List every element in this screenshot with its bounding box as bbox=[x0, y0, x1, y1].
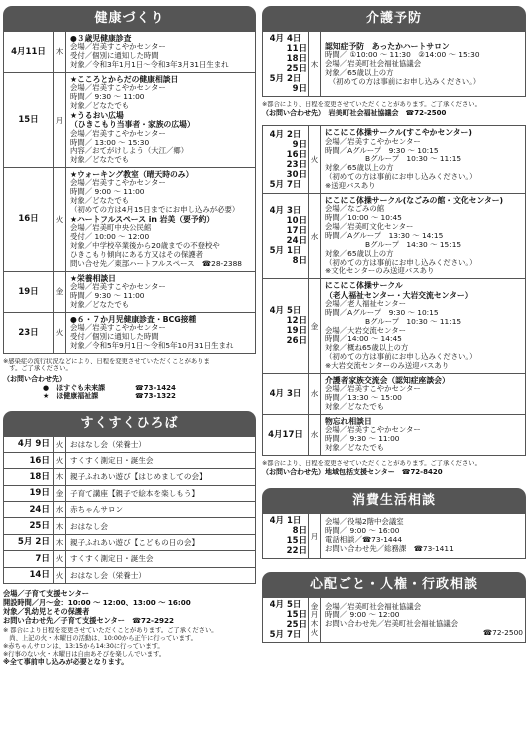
item-line: （初めての方は事前にお申し込みください。） bbox=[325, 257, 477, 267]
health-table bbox=[3, 31, 256, 354]
content-cell bbox=[66, 32, 256, 73]
line: 会場／役場2階中会議室 bbox=[325, 517, 404, 527]
item-line: ※文化センターのみ送迎バスあり bbox=[325, 266, 435, 276]
date: 24日 bbox=[286, 236, 307, 247]
item-title: 物忘れ相談日 bbox=[325, 416, 372, 426]
date-cell: 24日 bbox=[4, 502, 54, 518]
line: お問い合わせ先／総務課 ☎73-1411 bbox=[325, 544, 454, 554]
item-line: ひきこもり傾向にある方又はその保護者 bbox=[70, 249, 204, 259]
date: 25日 bbox=[286, 64, 307, 75]
date-cell bbox=[263, 32, 309, 97]
info-line: 開設時間／月～金：10:00 ～ 12:00、13:00 ～ 16:00 bbox=[3, 598, 191, 608]
table-row bbox=[4, 469, 256, 485]
item-line: 時間／ ①10:00 ～ 11:30 ②14:00 ～ 15:30 bbox=[325, 49, 480, 59]
content-cell bbox=[321, 598, 526, 643]
item-line: 会場／岩美すこやかセンター bbox=[70, 83, 166, 93]
contact-name: ● ほすぐも未来課 bbox=[43, 383, 106, 392]
item-line: 対象／65歳以上の方 bbox=[325, 248, 394, 258]
line: 電話相談／☎73-1444 bbox=[325, 535, 403, 545]
date: 26日 bbox=[286, 336, 307, 347]
item-line: 対象／どなたでも bbox=[70, 155, 130, 165]
kaigo-note: ※都合により、日程を変更させていただくことがあります。ご了承ください。 bbox=[262, 101, 481, 109]
item-line: 受付／個別に通知した時間 bbox=[70, 331, 159, 341]
item-line: 会場／岩美すこやかセンター bbox=[325, 384, 421, 394]
note-line: ※全て事前申し込みが必要となります。 bbox=[3, 658, 129, 667]
date: 15日 bbox=[286, 610, 307, 621]
date-cell: 19日 bbox=[4, 485, 54, 501]
table-row bbox=[4, 551, 256, 567]
note-line: ※赤ちゃんサロンは、13:15から14:30に行っています。 bbox=[3, 642, 164, 650]
date-cell bbox=[263, 126, 309, 194]
weekday: 金 bbox=[310, 601, 319, 611]
kaigo-header: 介護予防 bbox=[262, 6, 526, 31]
date: 5月 1日 bbox=[269, 246, 302, 257]
content-cell bbox=[321, 279, 526, 374]
info-line: お問い合わせ先／子育て支援センター ☎72-2922 bbox=[3, 616, 175, 626]
item-line: 対象／どなたでも bbox=[70, 101, 130, 111]
date-cell bbox=[4, 312, 54, 353]
event-cell: 赤ちゃんサロン bbox=[66, 502, 256, 518]
date: 4月17日 bbox=[268, 429, 303, 440]
item-line: 問い合せ先／東部ハートフルスペース ☎28-2388 bbox=[70, 258, 243, 268]
item-line: （初めての方は事前にお申し込みください。） bbox=[325, 172, 477, 182]
note-line: ※行事のない火・木曜日は自由あそびを楽しんでいます。 bbox=[3, 650, 166, 658]
health-note bbox=[3, 358, 256, 374]
date: 15日 bbox=[286, 536, 307, 547]
weekday-cell: 金 bbox=[54, 485, 66, 501]
shohi-section bbox=[262, 488, 526, 559]
item-line: 内容／おてがけしよう（大江／郷） bbox=[70, 146, 189, 156]
item-title: 認知症予防 あったかハートサロン bbox=[325, 41, 450, 51]
date: 17日 bbox=[286, 226, 307, 237]
item-line: 時間／ 9:30 ～ 11:00 bbox=[70, 290, 145, 300]
weekday-cell: 水 bbox=[309, 414, 321, 455]
item-line: 時間／ 9:30 ～ 11:00 bbox=[325, 434, 400, 444]
table-row bbox=[263, 598, 526, 643]
shohi-table bbox=[262, 513, 526, 559]
content-cell bbox=[66, 271, 256, 312]
item-line: 時間／10:00 ～ 10:45 bbox=[325, 213, 402, 223]
weekday-cell: 火 bbox=[54, 168, 66, 272]
sukusuku-table bbox=[3, 436, 256, 585]
date: 16日 bbox=[286, 149, 307, 160]
weekday-cell: 火 bbox=[54, 436, 66, 452]
item-line: 会場／なごみの館 bbox=[325, 204, 385, 214]
item-title: （老人福祉センター・大岩交流センター） bbox=[325, 290, 473, 300]
weekday-cell: 木 bbox=[54, 534, 66, 550]
event-cell: 子育て講座【親子で絵本を楽しもう】 bbox=[66, 485, 256, 501]
item-line: ※大岩交流センターのみ送迎バスあり bbox=[325, 361, 450, 371]
item-title: ★こころとからだの健康相談日 bbox=[70, 74, 179, 84]
line: ☎72-2500 bbox=[482, 628, 523, 638]
content-cell bbox=[321, 373, 526, 414]
weekday-cell: 木 bbox=[309, 32, 321, 97]
date-cell: 25日 bbox=[4, 518, 54, 534]
weekday-cell: 火 bbox=[54, 312, 66, 353]
date: 16日 bbox=[18, 214, 39, 225]
date-cell bbox=[263, 193, 309, 278]
item-line: Bグループ 10:30 ～ 11:15 bbox=[365, 316, 462, 326]
line: 時間／ 9:00 ～ 16:00 bbox=[325, 526, 400, 536]
item-line: 対象／どなたでも bbox=[70, 299, 130, 309]
weekday-cell: 木 bbox=[54, 518, 66, 534]
item-line: 対象／65歳以上の方 bbox=[325, 67, 394, 77]
event-cell: おはなし会（栄養士） bbox=[66, 436, 256, 452]
date-cell bbox=[263, 514, 309, 559]
table-row bbox=[4, 32, 256, 73]
contact-tel: ☎73-1322 bbox=[135, 392, 176, 401]
weekday-cell: 金 bbox=[309, 279, 321, 374]
table-row bbox=[4, 518, 256, 534]
weekday-cell: 水 bbox=[54, 502, 66, 518]
item-title: にこにこ体操サークル(すこやかセンター) bbox=[325, 128, 472, 138]
event-cell: すくすく測定日・誕生会 bbox=[66, 551, 256, 567]
content-cell bbox=[321, 414, 526, 455]
date-cell bbox=[263, 414, 309, 455]
date-cell: 7日 bbox=[4, 551, 54, 567]
date: 9日 bbox=[292, 84, 307, 95]
note-line: す。ご了承ください。 bbox=[3, 365, 72, 373]
date: 19日 bbox=[18, 286, 39, 297]
kaigo-note: ※都合により、日程を変更させていただくことがあります。ご了承ください。 bbox=[262, 459, 481, 467]
left-column bbox=[3, 6, 256, 667]
table-row bbox=[263, 414, 526, 455]
date-cell bbox=[263, 598, 309, 643]
content-cell bbox=[321, 193, 526, 278]
info-line: 会場／子育て支援センター bbox=[3, 589, 89, 599]
sukusuku-info bbox=[3, 589, 256, 625]
note-line: ※感染症の流行状況などにより、日程を変更させていただくことがありま bbox=[3, 357, 210, 365]
weekday-cell: 月 bbox=[309, 514, 321, 559]
item-line: 会場／岩美町社会福祉協議会 bbox=[325, 58, 422, 68]
item-line: （初めての方は4月15日までにお申し込みが必要） bbox=[70, 205, 240, 215]
shinpai-table bbox=[262, 597, 526, 643]
date-cell: 14日 bbox=[4, 567, 54, 583]
date-cell bbox=[4, 72, 54, 167]
table-row bbox=[4, 312, 256, 353]
content-cell bbox=[66, 168, 256, 272]
table-row bbox=[263, 514, 526, 559]
table-row bbox=[4, 567, 256, 583]
item-line: 対象／令和3年1月1日～令和3年3月31日生まれ bbox=[70, 60, 229, 70]
date: 19日 bbox=[286, 326, 307, 337]
item-line: 受付／個別に通知した時間 bbox=[70, 51, 159, 61]
sukusuku-header: すくすくひろば bbox=[3, 411, 256, 436]
date: 12日 bbox=[286, 316, 307, 327]
weekday-cell: 月 bbox=[54, 72, 66, 167]
item-title: ●３歳児健康診査 bbox=[70, 34, 132, 43]
table-row bbox=[4, 502, 256, 518]
table-row bbox=[4, 72, 256, 167]
sukusuku-notes bbox=[3, 627, 256, 667]
date: 8日 bbox=[292, 256, 307, 267]
weekday-cell: 火 bbox=[54, 551, 66, 567]
date-cell bbox=[4, 168, 54, 272]
date: 15日 bbox=[18, 115, 39, 126]
table-row bbox=[4, 168, 256, 272]
contact-name: ★ ほ健康福祉課 bbox=[43, 392, 99, 401]
item-line: 会場／岩美町中央公民館 bbox=[70, 223, 152, 233]
date: 22日 bbox=[286, 546, 307, 557]
item-line: 対象／概ね65歳以上の方 bbox=[325, 343, 409, 353]
item-line: （初めての方は事前にお申し込みください。） bbox=[325, 76, 481, 86]
note-line: 尚、上記の火・木曜日の活動は、10:00から正午に行っています。 bbox=[3, 634, 197, 642]
date-cell bbox=[263, 373, 309, 414]
shohi-header: 消費生活相談 bbox=[262, 488, 526, 513]
content-cell bbox=[66, 72, 256, 167]
info-line: 対象／乳幼児とその保護者 bbox=[3, 607, 90, 617]
date-cell bbox=[4, 32, 54, 73]
content-cell bbox=[321, 126, 526, 194]
weekday: 火 bbox=[310, 628, 319, 638]
content-cell bbox=[321, 514, 526, 559]
date: 5月 7日 bbox=[269, 630, 302, 641]
shinpai-section bbox=[262, 572, 526, 643]
date: 4月 3日 bbox=[269, 388, 302, 399]
item-line: ※送迎バスあり bbox=[325, 181, 376, 191]
line: 会場／岩美町社会福祉協議会 bbox=[325, 601, 422, 611]
item-line: Bグループ 10:30 ～ 11:15 bbox=[365, 154, 462, 164]
date-cell: 5月 2日 bbox=[4, 534, 54, 550]
item-line: 会場／岩美すこやかセンター bbox=[70, 323, 166, 332]
item-title: にこにこ体操サークル bbox=[325, 281, 403, 291]
item-line: 対象／どなたでも bbox=[325, 443, 385, 453]
health-section bbox=[3, 6, 256, 401]
date: 23日 bbox=[18, 327, 39, 338]
weekday-cell: 木 bbox=[54, 469, 66, 485]
date: 25日 bbox=[286, 620, 307, 631]
item-title: にこにこ体操サークル(なごみの館・文化センター) bbox=[325, 195, 504, 205]
date: 5月 2日 bbox=[269, 74, 302, 85]
weekday-cell: 火 bbox=[54, 452, 66, 468]
contact-row bbox=[3, 392, 256, 400]
date: 23日 bbox=[286, 159, 307, 170]
line: お問い合わせ先／岩美町社会福祉協議会 bbox=[325, 619, 459, 629]
contact-row bbox=[3, 384, 256, 392]
item-line: 時間／ 9:30 ～ 11:00 bbox=[70, 92, 145, 102]
date-cell: 16日 bbox=[4, 452, 54, 468]
weekday-cell: 金 bbox=[54, 271, 66, 312]
table-row bbox=[263, 279, 526, 374]
date: 9日 bbox=[292, 139, 307, 150]
weekday-cell bbox=[309, 598, 321, 643]
item-line: 対象／中学校卒業後から20歳までの不登校や bbox=[70, 241, 220, 251]
table-row bbox=[263, 126, 526, 194]
item-line: 会場／岩美すこやかセンター bbox=[70, 282, 166, 292]
event-cell: すくすく測定日・誕生会 bbox=[66, 452, 256, 468]
table-row bbox=[263, 32, 526, 97]
item-line: 会場／岩美すこやかセンター bbox=[325, 136, 421, 146]
item-line: 時間／ 9:00 ～ 11:00 bbox=[70, 187, 145, 197]
health-header: 健康づくり bbox=[3, 6, 256, 31]
contact-label: （お問い合わせ先） bbox=[3, 375, 66, 384]
date-cell bbox=[4, 271, 54, 312]
date: 5月 7日 bbox=[269, 179, 302, 190]
date: 4月 4日 bbox=[269, 34, 302, 44]
line: 時間／ 9:00 ～ 12:00 bbox=[325, 610, 400, 620]
date: 18日 bbox=[286, 54, 307, 65]
contact-tel: ☎73-1424 bbox=[135, 383, 176, 392]
item-line: 時間／ 13:00 ～ 15:30 bbox=[70, 137, 150, 147]
kaigo-contact: （お問い合わせ先） 岩美町社会福祉協議会 ☎72-2500 bbox=[262, 108, 447, 117]
item-line: 会場／岩美すこやかセンター bbox=[70, 178, 166, 188]
content-cell bbox=[66, 312, 256, 353]
date: 8日 bbox=[292, 526, 307, 537]
table-row bbox=[4, 452, 256, 468]
item-line: 受付／ 10:00 ～ 12:00 bbox=[70, 232, 150, 242]
date: 4月 5日 bbox=[269, 600, 302, 611]
item-line: 対象／65歳以上の方 bbox=[325, 163, 394, 173]
item-line: 対象／どなたでも bbox=[70, 196, 130, 206]
kaigo-salon-table bbox=[262, 31, 526, 97]
date-cell: 4月 9日 bbox=[4, 436, 54, 452]
item-line: 会場／大岩交流センター bbox=[325, 325, 407, 335]
weekday-cell: 火 bbox=[309, 126, 321, 194]
date: 4月 5日 bbox=[269, 306, 302, 317]
weekday-cell: 水 bbox=[309, 193, 321, 278]
item-line: 会場／岩美すこやかセンター bbox=[70, 42, 166, 52]
event-cell: おはなし会（栄養士） bbox=[66, 567, 256, 583]
date: 4月 1日 bbox=[269, 516, 302, 527]
item-title: 介護者家族交流会（認知症座談会） bbox=[325, 375, 450, 385]
item-title: ★ウォーキング教室（晴天時のみ） bbox=[70, 170, 194, 180]
item-line: 対象／令和5年9月1日～令和5年10月31日生まれ bbox=[70, 340, 234, 350]
item-title: ★栄養相談日 bbox=[70, 273, 116, 283]
item-title: （ひきこもり当事者・家族の広場） bbox=[70, 120, 195, 130]
date: 11日 bbox=[286, 44, 307, 55]
item-line: 時間／Aグループ 13:30 ～ 14:15 bbox=[325, 230, 444, 240]
table-row bbox=[4, 436, 256, 452]
health-contact bbox=[3, 375, 256, 400]
date: 10日 bbox=[286, 216, 307, 227]
table-row bbox=[4, 534, 256, 550]
weekday-cell: 火 bbox=[54, 567, 66, 583]
item-line: 時間／Aグループ 9:30 ～ 10:15 bbox=[325, 307, 439, 317]
item-line: 会場／岩美すこやかセンター bbox=[70, 128, 166, 138]
kaigo-contact: （お問い合わせ先）地域包括支援センター ☎72-8420 bbox=[262, 467, 443, 476]
date-cell: 18日 bbox=[4, 469, 54, 485]
date: 4月 2日 bbox=[269, 129, 302, 140]
weekday-cell: 木 bbox=[54, 32, 66, 73]
item-line: 時間／Aグループ 9:30 ～ 10:15 bbox=[325, 145, 439, 155]
kaigo-exercise-table bbox=[262, 125, 526, 456]
table-row bbox=[263, 193, 526, 278]
item-title: ★ハートフルスペース in 岩美（要予約） bbox=[70, 214, 215, 224]
item-line: 会場／岩美すこやかセンター bbox=[325, 425, 421, 435]
date-cell bbox=[263, 279, 309, 374]
item-line: 会場／老人福祉センター bbox=[325, 298, 407, 308]
item-line: 会場／岩美町文化センター bbox=[325, 222, 414, 232]
item-line: Bグループ 14:30 ～ 15:15 bbox=[365, 239, 462, 249]
item-line: （初めての方は事前にお申し込みください。） bbox=[325, 352, 477, 362]
table-row bbox=[263, 373, 526, 414]
table-row bbox=[4, 485, 256, 501]
date: 4月 3日 bbox=[269, 206, 302, 217]
event-cell: おはなし会 bbox=[66, 518, 256, 534]
event-cell: 親子ふれあい遊び【はじめましての会】 bbox=[66, 469, 256, 485]
table-row bbox=[4, 271, 256, 312]
weekday: 木 bbox=[310, 619, 319, 629]
note-line: ※ 都合により日程を変更させていただくことがあります。ご了承ください。 bbox=[3, 627, 218, 635]
date: 4月11日 bbox=[11, 46, 46, 57]
item-line: 時間／13:30 ～ 15:00 bbox=[325, 393, 402, 403]
item-line: 対象／どなたでも bbox=[325, 402, 385, 412]
kaigo-section bbox=[262, 6, 526, 476]
item-line: 時間／14:00 ～ 14:45 bbox=[325, 334, 402, 344]
date: 30日 bbox=[286, 169, 307, 180]
content-cell bbox=[321, 32, 526, 97]
weekday-cell: 水 bbox=[309, 373, 321, 414]
event-cell: 親子ふれあい遊び【こどもの日の会】 bbox=[66, 534, 256, 550]
right-column bbox=[262, 6, 526, 643]
weekday: 月 bbox=[310, 610, 319, 620]
item-title: ●６・７か月児健康診査・BCG接種 bbox=[70, 314, 197, 324]
shinpai-header: 心配ごと・人権・行政相談 bbox=[262, 572, 526, 597]
item-title: ★うるおい広場 bbox=[70, 110, 124, 120]
sukusuku-section bbox=[3, 411, 256, 668]
